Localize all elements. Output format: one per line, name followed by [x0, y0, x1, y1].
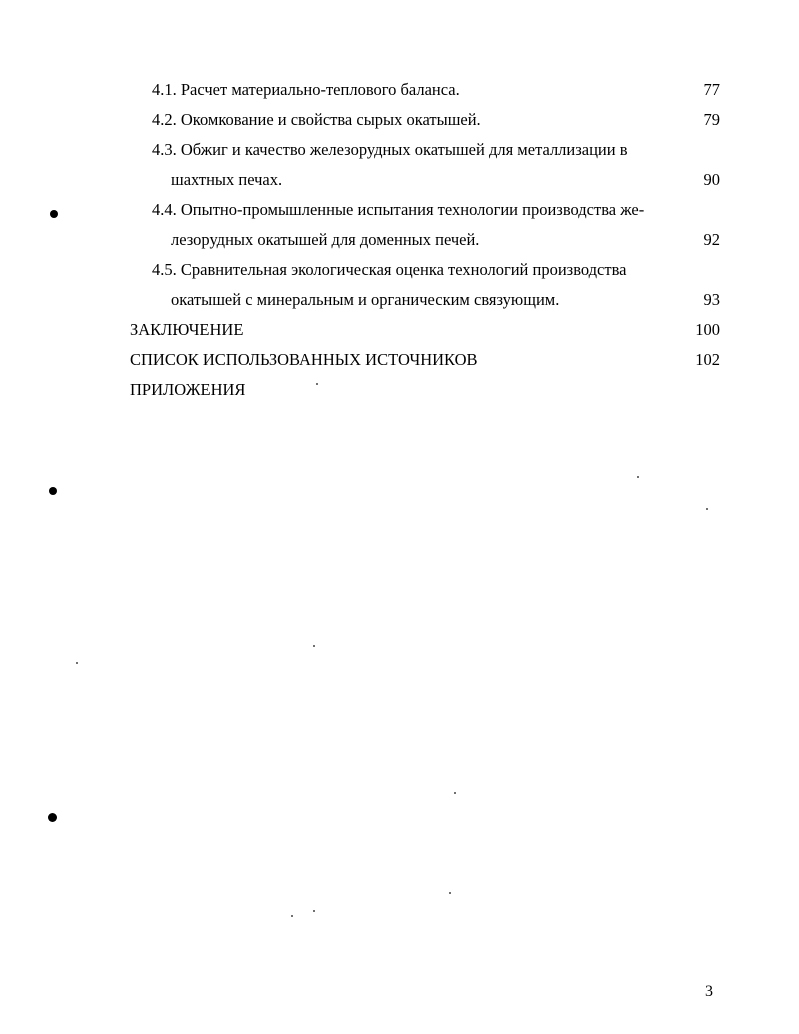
scan-speck: [637, 476, 639, 478]
toc-entry-4-4-page: 92: [703, 230, 720, 249]
toc-entry-4-3-line-1: 4.3. Обжиг и качество железорудных окатышей для металлизации в: [152, 140, 628, 159]
toc-entry-4-2-line-1: 4.2. Окомкование и свойства сырых окатышей.: [152, 110, 481, 129]
scan-speck: [76, 662, 78, 664]
toc-entry-4-3-page: 90: [703, 170, 720, 189]
toc-entry-4-1-line-1: 4.1. Расчет материально-теплового баланса.: [152, 80, 460, 99]
toc-entry-conclusion: ЗАКЛЮЧЕНИЕ: [130, 320, 244, 339]
scan-speck: [313, 910, 315, 912]
toc-entry-4-4-line-2: лезорудных окатышей для доменных печей.: [171, 230, 480, 249]
toc-entry-4-5-line-2: окатышей с минеральным и органическим связующим.: [171, 290, 560, 309]
toc-entry-references: СПИСОК ИСПОЛЬЗОВАННЫХ ИСТОЧНИКОВ: [130, 350, 478, 369]
scan-speck: [449, 892, 451, 894]
scan-speck: [291, 915, 293, 917]
scan-speck: [706, 508, 708, 510]
scan-speck: [316, 383, 318, 385]
toc-entry-4-5-line-1: 4.5. Сравнительная экологическая оценка технологий производства: [152, 260, 627, 279]
toc-entry-4-3-line-2: шахтных печах.: [171, 170, 283, 189]
toc-entry-4-1-page: 77: [703, 80, 720, 99]
toc-entry-4-5-page: 93: [703, 290, 720, 309]
toc-entry-appendices: ПРИЛОЖЕНИЯ: [130, 380, 246, 399]
scan-speck: [454, 792, 456, 794]
binder-hole-mark: [50, 210, 58, 218]
toc-entry-4-4-line-1: 4.4. Опытно-промышленные испытания технологии производства же-: [152, 200, 645, 219]
toc-entry-conclusion-page: 100: [695, 320, 720, 339]
binder-hole-mark: [48, 813, 57, 822]
page-number: 3: [705, 983, 713, 1000]
toc-entry-4-2-page: 79: [703, 110, 720, 129]
scan-speck: [313, 645, 315, 647]
toc-entry-references-page: 102: [695, 350, 720, 369]
binder-hole-mark: [49, 487, 57, 495]
